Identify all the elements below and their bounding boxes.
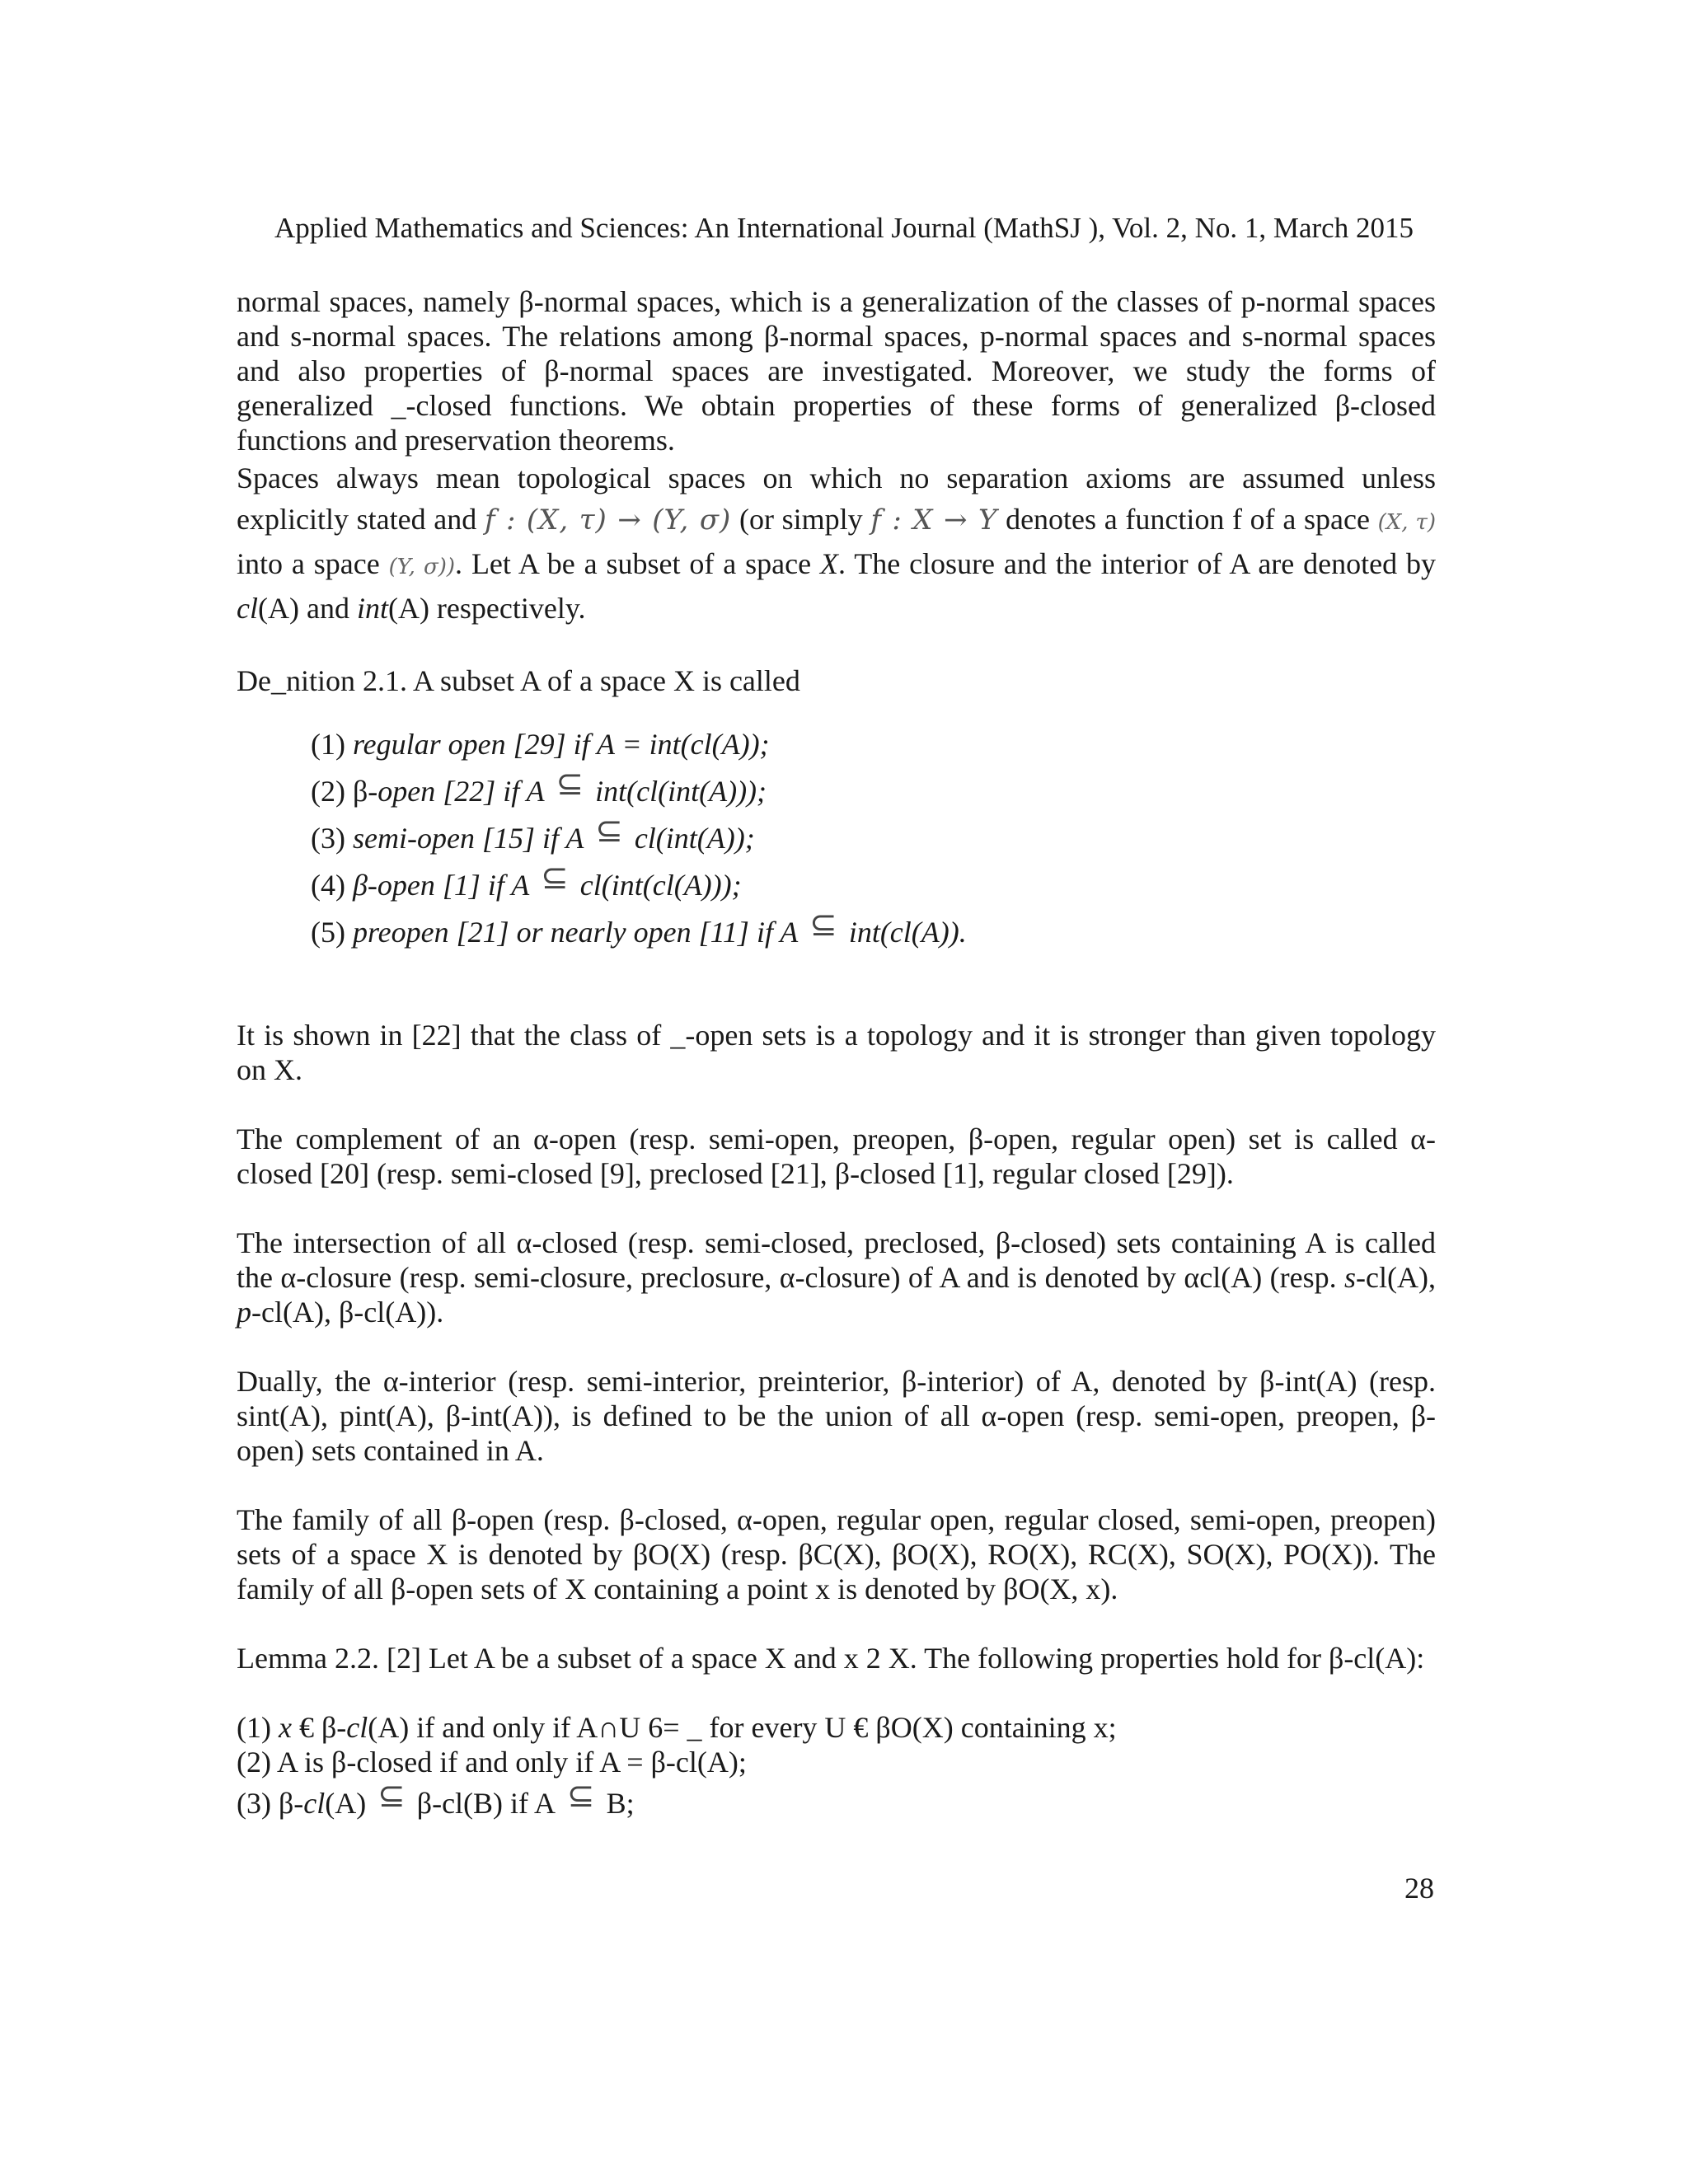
intersection-paragraph: The intersection of all α-closed (resp. semi-closed, preclosed, β-closed) sets containing A is called the α-closure (resp. semi-closure, preclosure, α-closure) of A and is denoted by αcl(A) (resp. s-cl(A), p-cl(A), β-cl(A)).: [237, 1226, 1436, 1329]
lemma-item: (2) A is β-closed if and only if A = β-cl(A);: [237, 1746, 747, 1779]
page-number: 28: [1404, 1872, 1434, 1905]
definition-item: (5) preopen [21] or nearly open [11] if A ⊆ int(cl(A)).: [311, 908, 1436, 955]
interior-paragraph: Dually, the α-interior (resp. semi-interior, preinterior, β-interior) of A, denoted by β-int(A) (resp. sint(A), pint(A), β-int(A)), is defined to be the union of all α-open (resp. semi-open, preopen, β-open) sets contained in A.: [237, 1365, 1436, 1467]
definition-list: [237, 721, 1436, 955]
definition-item: (1) regular open [29] if A = int(cl(A));: [311, 728, 770, 761]
lemma-item: (1) x € β-cl(A) if and only if A∩U 6= _ for every U € βO(X) containing x;: [237, 1711, 1117, 1744]
math-space-x: (X, τ): [1377, 510, 1436, 535]
definition-item: (3) semi-open [15] if A ⊆ cl(int(A));: [311, 814, 1436, 861]
running-header: Applied Mathematics and Sciences: An International Journal (MathSJ ), Vol. 2, No. 1, March 2015: [274, 212, 1414, 244]
subset-symbol: ⊆: [556, 765, 584, 803]
family-paragraph: The family of all β-open (resp. β-closed, α-open, regular open, regular closed, semi-open, preopen) sets of a space X is denoted by βO(X) (resp. βC(X), βO(X), RO(X), RC(X), SO(X), PO(X)). The family of all β-open sets of X containing a point x is denoted by βO(X, x).: [237, 1503, 1436, 1605]
math-function-map: f : (X, τ) → (Y, σ): [484, 504, 732, 537]
math-simple-map: f : X → Y: [870, 504, 998, 537]
subset-symbol: ⊆: [809, 906, 837, 944]
definition-item: (2) β-open [22] if A ⊆ int(cl(int(A)));: [311, 767, 1436, 814]
intro-paragraph: normal spaces, namely β-normal spaces, which is a generalization of the classes of p-normal spaces and s-normal spaces. The relations among β-normal spaces, p-normal spaces and s-normal spaces and also properties of β-normal spaces are investigated. Moreover, we study the forms of generalized _-closed functions. We obtain properties of these forms of generalized β-closed functions and preservation theorems.: [237, 285, 1436, 457]
subset-symbol: ⊆: [377, 1777, 406, 1815]
subset-symbol: ⊆: [567, 1777, 595, 1815]
topology-paragraph: It is shown in [22] that the class of _-open sets is a topology and it is stronger than given topology on X.: [237, 1019, 1436, 1086]
subset-symbol: ⊆: [595, 812, 623, 850]
subset-symbol: ⊆: [541, 859, 569, 897]
page-body: [237, 284, 1436, 1826]
complement-paragraph: The complement of an α-open (resp. semi-open, preopen, β-open, regular open) set is called α-closed [20] (resp. semi-closed [9], preclosed [21], β-closed [1], regular closed [29]).: [237, 1122, 1436, 1190]
definition-heading: De_nition 2.1. A subset A of a space X is called: [237, 664, 800, 697]
notation-paragraph: Spaces always mean topological spaces on which no separation axioms are assumed unless explicitly stated and f : (X, τ) → (Y, σ) (or simply f : X → Y denotes a function f of a space (X, τ) into a space (Y, σ)). Let A be a subset of a space X. The closure and the interior of A are denoted by cl(A) and int(A) respectively.: [237, 462, 1437, 625]
lemma-item: (3) β-cl(A) ⊆ β-cl(B) if A ⊆ B;: [237, 1779, 1436, 1826]
lemma-list: [237, 1710, 1436, 1826]
math-space-y: (Y, σ)): [388, 555, 456, 579]
definition-item: (4) β-open [1] if A ⊆ cl(int(cl(A)));: [311, 861, 1436, 908]
lemma-heading: Lemma 2.2. [2] Let A be a subset of a space X and x 2 X. The following properties hold for β-cl(A):: [237, 1642, 1425, 1675]
